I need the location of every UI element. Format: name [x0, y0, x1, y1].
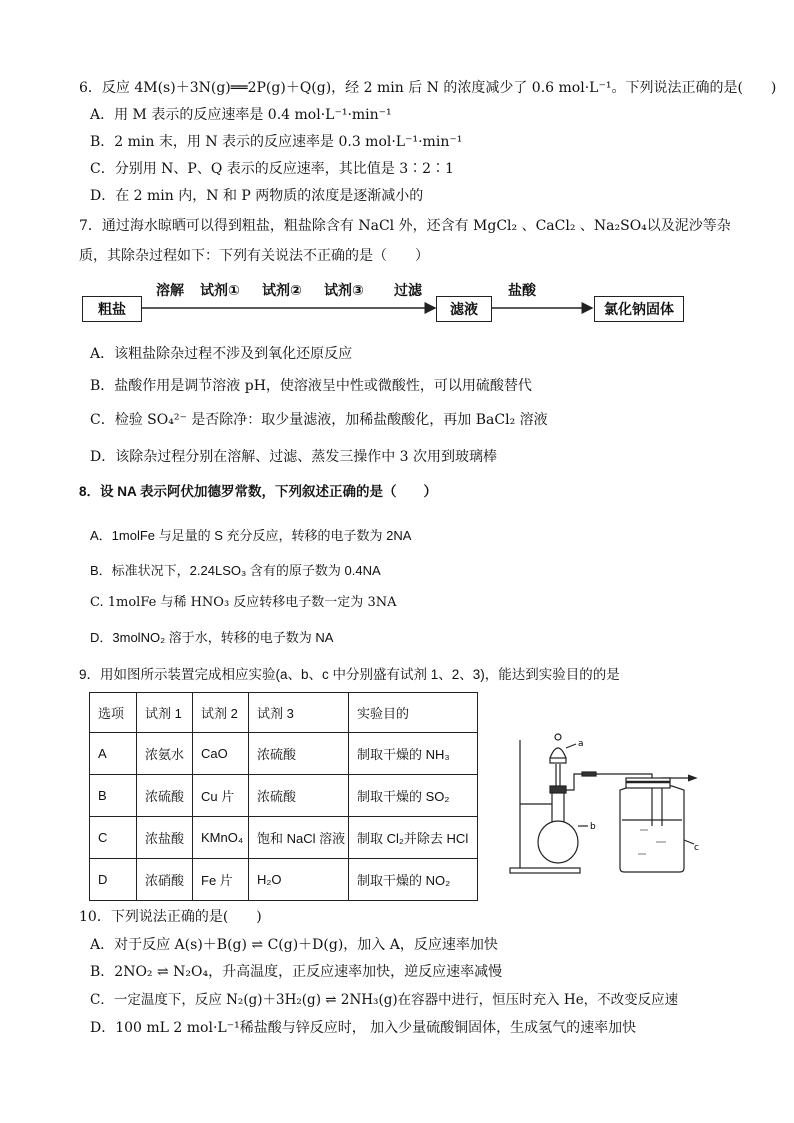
flask-stopper [550, 786, 566, 793]
flow-step-hcl: 盐酸 [508, 282, 536, 298]
table-cell: Fe 片 [193, 859, 249, 901]
label-b: b [590, 822, 596, 832]
table-row [90, 859, 478, 901]
flow-step-dissolve: 溶解 [156, 282, 184, 298]
q10-option-b: B．2NO₂ ⇌ N₂O₄，升高温度，正反应速率加快，逆反应速率减慢 [90, 964, 503, 980]
table-cell: D [90, 859, 137, 901]
stand-base [510, 868, 580, 873]
q6-option-c: C．分别用 N、P、Q 表示的反应速率，其比值是 3∶2∶1 [90, 161, 454, 177]
q7-stem-line1: 7．通过海水晾晒可以得到粗盐，粗盐除含有 NaCl 外，还含有 MgCl₂ 、CaCl₂ 、Na₂SO₄以及泥沙等杂 [79, 218, 731, 234]
table-row [90, 775, 478, 817]
q6-option-a: A．用 M 表示的反应速率是 0.4 mol·L⁻¹·min⁻¹ [90, 107, 392, 123]
table-cell: 浓盐酸 [137, 817, 193, 859]
flow-box-crude-salt: 粗盐 [82, 296, 142, 322]
q7-option-b: B．盐酸作用是调节溶液 pH，使溶液呈中性或微酸性，可以用硫酸替代 [90, 378, 532, 394]
q9-experiment-table [89, 692, 478, 901]
table-header-cell: 试剂 3 [249, 693, 349, 733]
table-cell: 浓硫酸 [249, 733, 349, 775]
table-cell: Cu 片 [193, 775, 249, 817]
flow-box-filtrate: 滤液 [436, 296, 492, 322]
q6-option-b: B．2 min 末，用 N 表示的反应速率是 0.3 mol·L⁻¹·min⁻¹ [90, 134, 463, 150]
table-row [90, 817, 478, 859]
label-a: a [578, 739, 584, 749]
table-header-row [90, 693, 478, 733]
table-cell: 浓硝酸 [137, 859, 193, 901]
q7-stem-line2: 质，其除杂过程如下：下列有关说法不正确的是（ ） [79, 248, 429, 264]
table-cell: 饱和 NaCl 溶液 [249, 817, 349, 859]
q8-option-a: A．1molFe 与足量的 S 充分反应，转移的电子数为 2NA [90, 528, 412, 543]
q8-option-b: B．标准状况下，2.24LSO₃ 含有的原子数为 0.4NA [90, 563, 381, 578]
q8-option-d: D．3molNO₂ 溶于水，转移的电子数为 NA [90, 630, 334, 645]
flask-b [538, 821, 578, 863]
table-header-cell: 试剂 2 [193, 693, 249, 733]
label-c: c [694, 843, 699, 853]
flow-step-reagent3: 试剂③ [324, 282, 364, 298]
table-row [90, 733, 478, 775]
table-cell: 制取 Cl₂并除去 HCl [349, 817, 478, 859]
funnel-a [550, 748, 566, 758]
q7-option-d: D．该除杂过程分别在溶解、过滤、蒸发三操作中 3 次用到玻璃棒 [90, 449, 498, 465]
q7-flow-diagram [80, 284, 686, 326]
table-cell: H₂O [249, 859, 349, 901]
table-cell: A [90, 733, 137, 775]
gas-apparatus-figure [500, 730, 700, 880]
q6-option-d: D．在 2 min 内，N 和 P 两物质的浓度是逐渐减小的 [90, 188, 424, 204]
q8-stem: 8．设 NA 表示阿伏加德罗常数，下列叙述正确的是（ ） [79, 484, 438, 499]
flow-step-reagent2: 试剂② [262, 282, 302, 298]
q7-option-c: C．检验 SO₄²⁻ 是否除净：取少量滤液，加稀盐酸酸化，再加 BaCl₂ 溶液 [90, 412, 548, 428]
flow-box-nacl-solid: 氯化钠固体 [594, 296, 684, 322]
funnel-stopcock [550, 758, 566, 763]
q9-stem: 9．用如图所示装置完成相应实验(a、b、c 中分别盛有试剂 1、2、3)，能达到实验目的的是 [79, 667, 620, 682]
q10-option-c: C．一定温度下，反应 N₂(g)＋3H₂(g) ⇌ 2NH₃(g)在容器中进行，恒压时充入 He，不改变反应速 [90, 992, 679, 1008]
q6-stem: 6．反应 4M(s)＋3N(g)══2P(g)＋Q(g)，经 2 min 后 N 的浓度减少了 0.6 mol·L⁻¹。下列说法正确的是( ) [79, 80, 777, 96]
q8-option-c: C. 1molFe 与稀 HNO₃ 反应转移电子数一定为 3NA [90, 595, 397, 610]
q10-option-a: A．对于反应 A(s)＋B(g) ⇌ C(g)＋D(g)，加入 A，反应速率加快 [90, 937, 498, 953]
table-header-cell: 实验目的 [349, 693, 478, 733]
table-cell: 浓氨水 [137, 733, 193, 775]
table-cell: 制取干燥的 NH₃ [349, 733, 478, 775]
q7-option-a: A．该粗盐除杂过程不涉及到氧化还原反应 [90, 346, 353, 362]
table-cell: C [90, 817, 137, 859]
table-cell: KMnO₄ [193, 817, 249, 859]
table-cell: 浓硫酸 [249, 775, 349, 817]
table-cell: CaO [193, 733, 249, 775]
q10-option-d: D．100 mL 2 mol·L⁻¹稀盐酸与锌反应时， 加入少量硫酸铜固体，生成氢气的速率加快 [90, 1020, 637, 1036]
table-header-cell: 选项 [90, 693, 137, 733]
table-cell: B [90, 775, 137, 817]
flow-step-filter: 过滤 [394, 282, 422, 298]
q10-stem: 10．下列说法正确的是( ) [79, 909, 262, 925]
table-cell: 制取干燥的 SO₂ [349, 775, 478, 817]
table-cell: 浓硫酸 [137, 775, 193, 817]
flow-step-reagent1: 试剂① [200, 282, 240, 298]
table-cell: 制取干燥的 NO₂ [349, 859, 478, 901]
table-header-cell: 试剂 1 [137, 693, 193, 733]
